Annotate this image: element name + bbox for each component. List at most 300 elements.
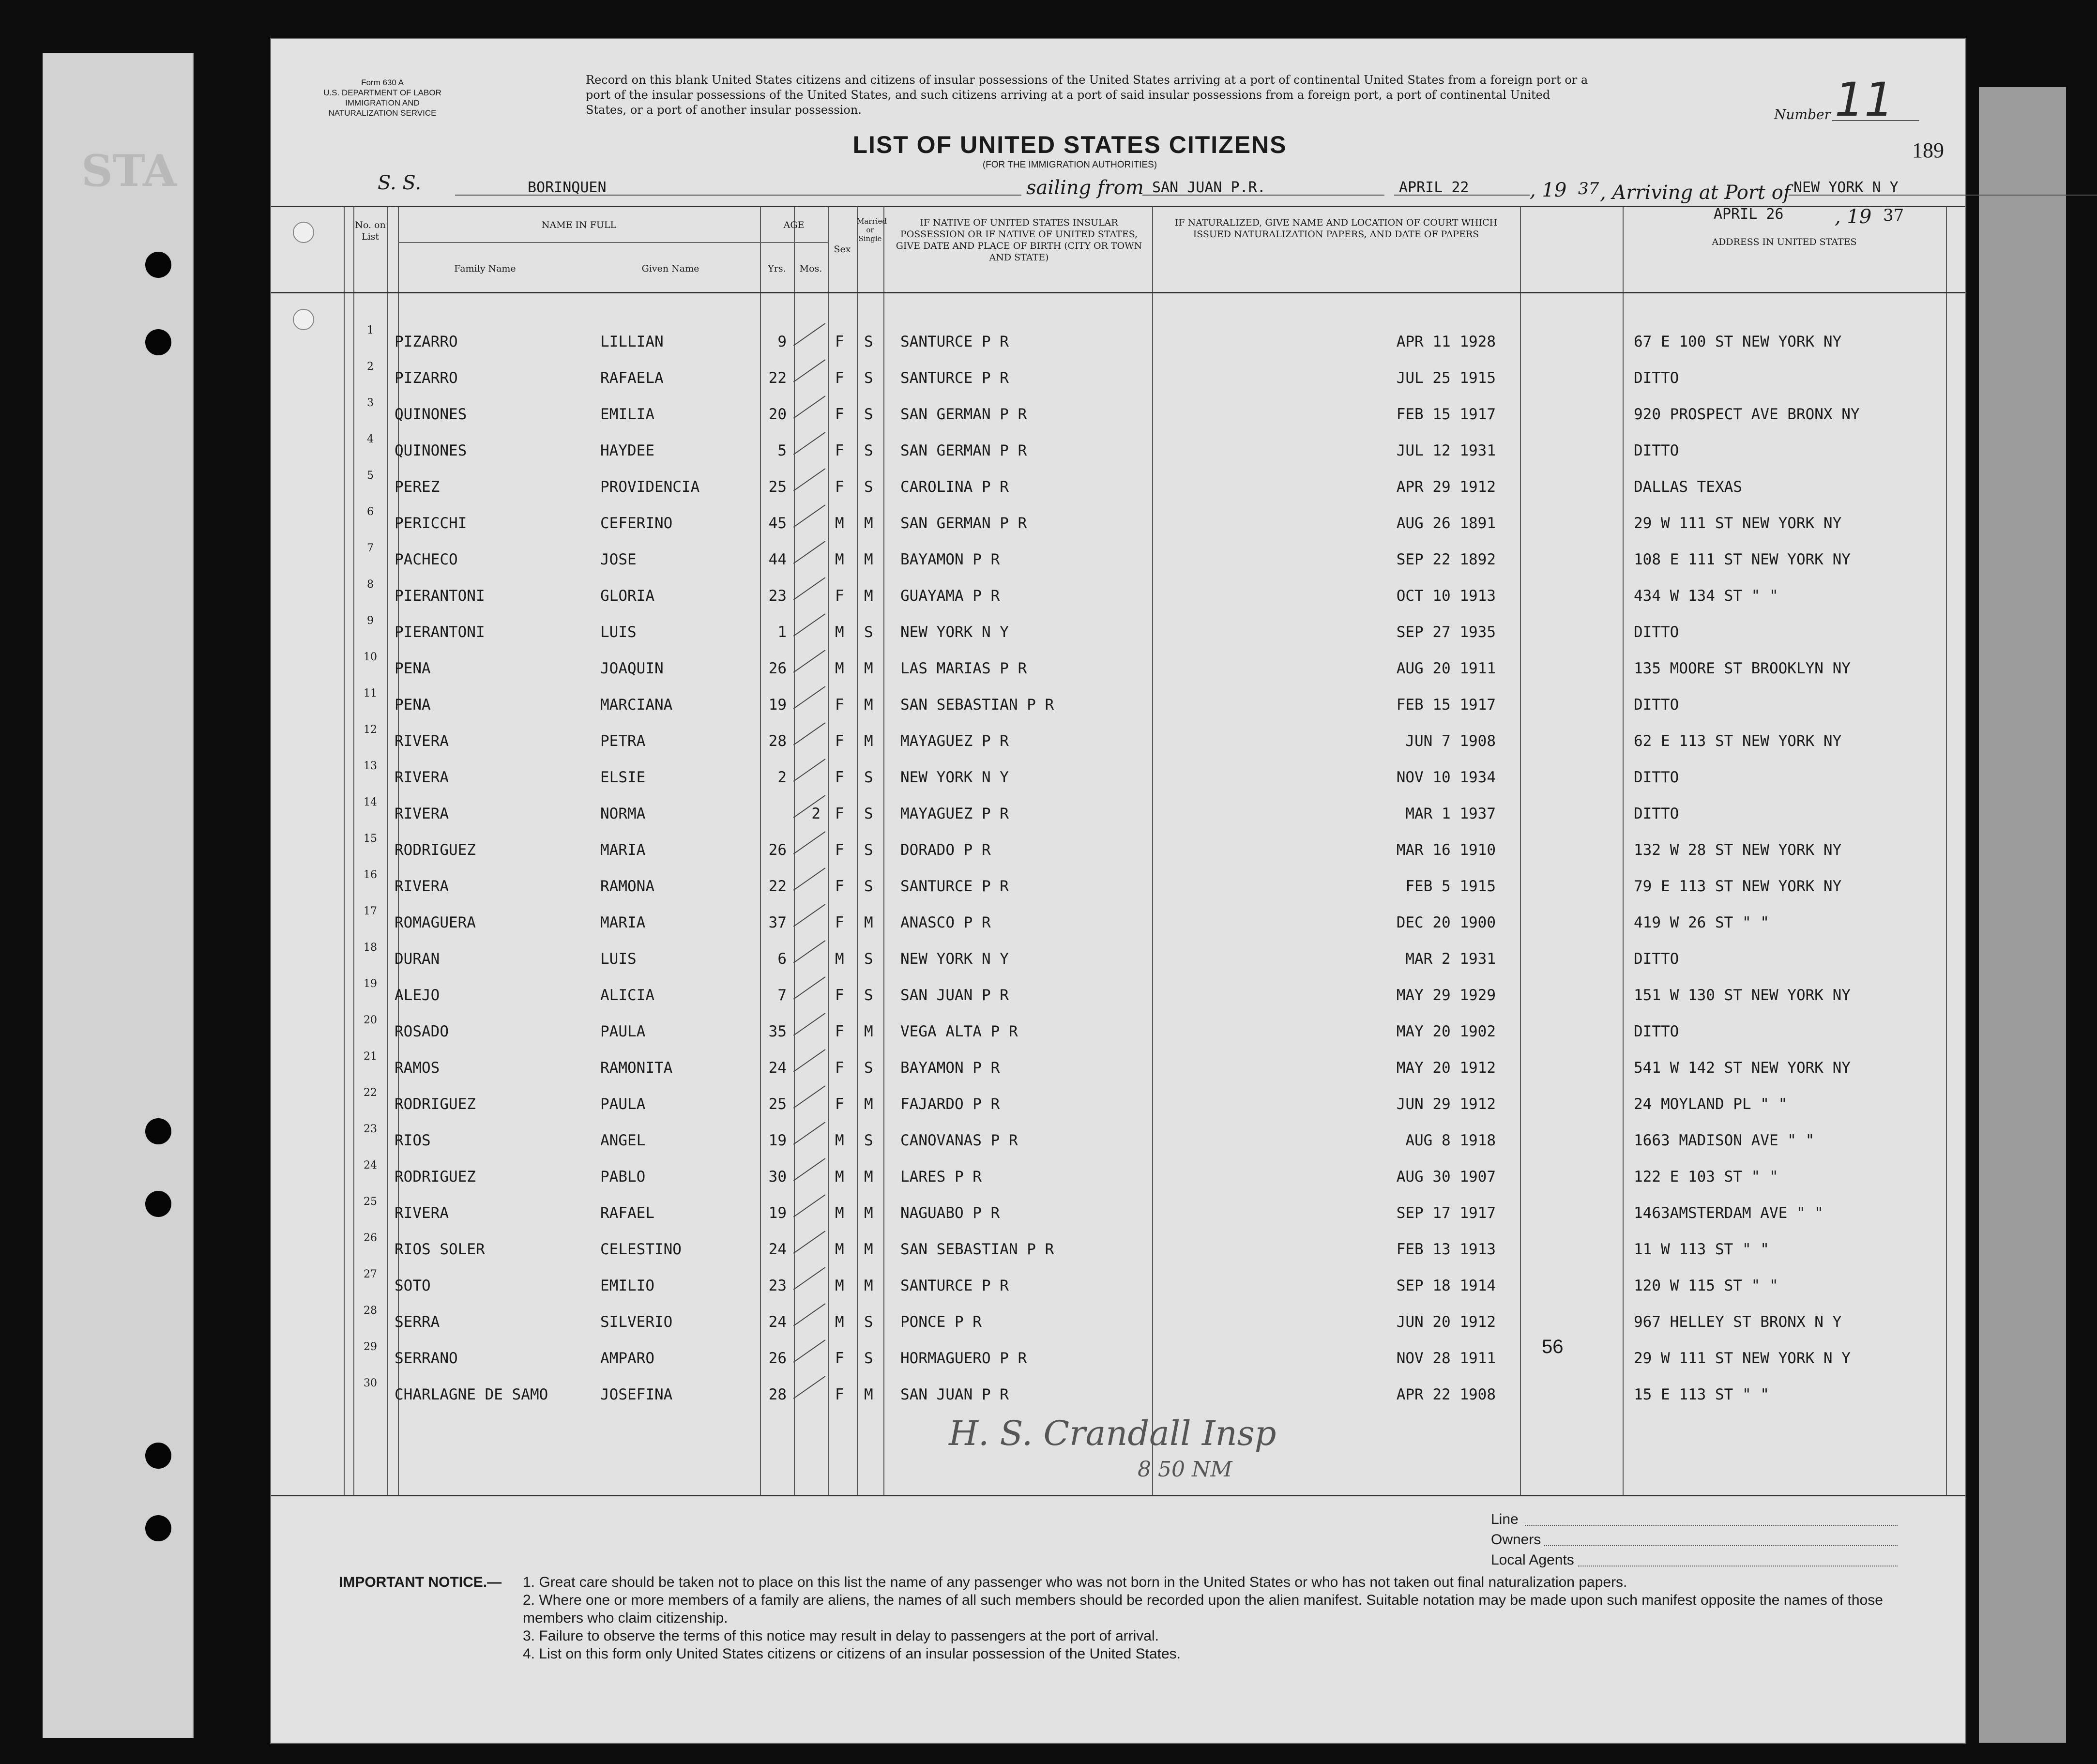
table-row (271, 1014, 1965, 1050)
cell-ms: S (864, 1350, 873, 1367)
header-family-name: Family Name (454, 263, 516, 274)
row-number: 1 (367, 324, 374, 336)
cell-given: RAFAEL (600, 1204, 654, 1222)
cell-date: JUN 20 1912 (1396, 1313, 1496, 1331)
cell-family: SERRA (395, 1313, 440, 1331)
cell-yrs: 45 (768, 515, 787, 532)
cell-date: FEB 5 1915 (1405, 878, 1496, 895)
cell-place: SAN GERMAN P R (900, 406, 1027, 423)
header-married-single: Married or Single (857, 217, 887, 243)
cell-date: NOV 10 1934 (1396, 769, 1496, 786)
cell-ms: S (864, 1132, 873, 1149)
cell-yrs: 22 (768, 878, 787, 895)
age-tick-mark (793, 323, 826, 346)
margin-circle (293, 309, 314, 330)
cell-given: EMILIO (600, 1277, 654, 1294)
age-tick-mark (793, 613, 826, 637)
cell-ms: S (864, 841, 873, 859)
cell-date: JUN 29 1912 (1396, 1095, 1496, 1113)
age-tick-mark (793, 1122, 826, 1145)
cell-sex: F (835, 878, 844, 895)
table-row (271, 361, 1965, 397)
cell-place: GUAYAMA P R (900, 587, 1000, 605)
cell-sex: M (835, 950, 844, 968)
table-row (271, 905, 1965, 942)
header-mos: Mos. (799, 263, 822, 274)
cell-yrs: 7 (777, 987, 787, 1004)
cell-ms: S (864, 406, 873, 423)
cell-sex: F (835, 1095, 844, 1113)
age-tick-mark (793, 504, 826, 528)
cell-address: 151 W 130 ST NEW YORK NY (1634, 987, 1851, 1004)
header-yrs: Yrs. (768, 263, 786, 274)
cell-date: AUG 20 1911 (1396, 660, 1496, 677)
table-row (271, 978, 1965, 1014)
cell-given: AMPARO (600, 1350, 654, 1367)
cell-sex: F (835, 369, 844, 387)
cell-family: DURAN (395, 950, 440, 968)
cell-address: 11 W 113 ST " " (1634, 1241, 1769, 1258)
cell-place: LARES P R (900, 1168, 982, 1186)
inspector-signature: H. S. Crandall Insp (949, 1414, 1276, 1453)
strip-faded-text: STA (81, 145, 177, 197)
arrive-year-prefix: , 19 (1835, 206, 1872, 228)
form-info (315, 77, 450, 118)
cell-given: CELESTINO (600, 1241, 682, 1258)
cell-ms: S (864, 1313, 873, 1331)
table-row (271, 1305, 1965, 1341)
cell-address: 419 W 26 ST " " (1634, 914, 1769, 931)
cell-place: LAS MARIAS P R (900, 660, 1027, 677)
cell-yrs: 26 (768, 660, 787, 677)
cell-given: RAMONA (600, 878, 654, 895)
row-number: 27 (364, 1268, 377, 1280)
cell-yrs: 25 (768, 1095, 787, 1113)
cell-sex: F (835, 406, 844, 423)
table-row (271, 578, 1965, 615)
cell-sex: F (835, 696, 844, 714)
cell-family: RIVERA (395, 878, 449, 895)
cell-date: APR 22 1908 (1396, 1386, 1496, 1403)
cell-given: MARIA (600, 914, 646, 931)
cell-family: RIOS SOLER (395, 1241, 485, 1258)
cell-place: DORADO P R (900, 841, 991, 859)
age-tick-mark (793, 577, 826, 600)
cell-sex: M (835, 660, 844, 677)
cell-sex: M (835, 623, 844, 641)
cell-date: APR 29 1912 (1396, 478, 1496, 496)
table-row (271, 433, 1965, 470)
cell-ms: S (864, 878, 873, 895)
cell-sex: F (835, 587, 844, 605)
cell-date: MAR 2 1931 (1405, 950, 1496, 968)
cell-yrs: 24 (768, 1313, 787, 1331)
cell-date: JUN 7 1908 (1405, 732, 1496, 750)
line-label: Line (1491, 1511, 1519, 1527)
cell-ms: S (864, 623, 873, 641)
cell-address: DITTO (1634, 442, 1679, 459)
cell-sex: F (835, 914, 844, 931)
page-title: LIST OF UNITED STATES CITIZENS (852, 131, 1287, 158)
cell-family: ROMAGUERA (395, 914, 476, 931)
row-number: 29 (364, 1341, 377, 1353)
arrival-port: NEW YORK N Y (1793, 179, 1899, 196)
notice-2: 2. Where one or more members of a family are aliens, the names of all such members should be recorded upon the alien manifest. Suitable notation may be made upon such manifest opposite the names of those members who claim citizenship. (523, 1592, 1883, 1626)
cell-given: ALICIA (600, 987, 654, 1004)
cell-ms: S (864, 769, 873, 786)
cell-ms: M (864, 1277, 873, 1294)
notice-1: 1. Great care should be taken not to place on this list the name of any passenger who was not born in the United States or who has not taken out final naturalization papers. (523, 1574, 1627, 1590)
punch-hole (145, 1443, 171, 1469)
page-number: 189 (1912, 138, 1944, 162)
cell-family: RODRIGUEZ (395, 1168, 476, 1186)
cell-address: 108 E 111 ST NEW YORK NY (1634, 551, 1851, 568)
row-number: 8 (367, 578, 374, 591)
age-tick-mark (793, 1376, 826, 1399)
cell-given: MARIA (600, 841, 646, 859)
age-tick-mark (793, 831, 826, 854)
cell-yrs: 23 (768, 587, 787, 605)
header-address: ADDRESS IN UNITED STATES (1712, 237, 1857, 247)
table-row (271, 724, 1965, 760)
cell-address: 62 E 113 ST NEW YORK NY (1634, 732, 1842, 750)
cell-yrs: 19 (768, 696, 787, 714)
table-row (271, 1341, 1965, 1377)
cell-given: PROVIDENCIA (600, 478, 700, 496)
department: U.S. DEPARTMENT OF LABOR (323, 88, 441, 97)
cell-date: MAR 1 1937 (1405, 805, 1496, 822)
cell-given: ANGEL (600, 1132, 646, 1149)
cell-sex: F (835, 1059, 844, 1077)
notice-4: 4. List on this form only United States citizens or citizens of an insular possession of the United States. (523, 1646, 1181, 1662)
cell-family: RIVERA (395, 769, 449, 786)
cell-family: QUINONES (395, 442, 467, 459)
form-number: Form 630 A (361, 78, 404, 87)
cell-ms: M (864, 551, 873, 568)
cell-sex: M (835, 1204, 844, 1222)
row-number: 12 (364, 724, 377, 736)
cell-yrs: 23 (768, 1277, 787, 1294)
cell-date: MAR 16 1910 (1396, 841, 1496, 859)
cell-place: CAROLINA P R (900, 478, 1009, 496)
cell-address: DALLAS TEXAS (1634, 478, 1742, 496)
age-tick-mark (793, 650, 826, 673)
cell-sex: F (835, 805, 844, 822)
depart-date: APRIL 22 (1399, 179, 1469, 196)
row-number: 9 (367, 615, 374, 627)
cell-given: PAULA (600, 1023, 646, 1040)
table-row (271, 1123, 1965, 1159)
age-tick-mark (793, 1267, 826, 1290)
cell-sex: M (835, 1313, 844, 1331)
cell-address: 1463AMSTERDAM AVE " " (1634, 1204, 1823, 1222)
cell-ms: M (864, 515, 873, 532)
cell-family: ALEJO (395, 987, 440, 1004)
cell-yrs: 35 (768, 1023, 787, 1040)
cell-sex: F (835, 769, 844, 786)
cell-ms: M (864, 1204, 873, 1222)
row-number: 25 (364, 1196, 377, 1208)
age-tick-mark (793, 395, 826, 419)
age-tick-mark (793, 541, 826, 564)
header-no-on-list: No. on List (355, 220, 386, 242)
cell-address: DITTO (1634, 805, 1679, 822)
cell-yrs: 20 (768, 406, 787, 423)
binder-strip (43, 53, 194, 1738)
cell-date: FEB 15 1917 (1396, 696, 1496, 714)
table-row (271, 1268, 1965, 1305)
cell-address: 135 MOORE ST BROOKLYN NY (1634, 660, 1851, 677)
cell-date: AUG 26 1891 (1396, 515, 1496, 532)
cell-place: ANASCO P R (900, 914, 991, 931)
cell-given: JOSE (600, 551, 637, 568)
page-subtitle: (FOR THE IMMIGRATION AUTHORITIES) (982, 160, 1157, 170)
row-number: 18 (364, 942, 377, 954)
header-given-name: Given Name (641, 263, 699, 274)
cell-ms: M (864, 587, 873, 605)
cell-address: 920 PROSPECT AVE BRONX NY (1634, 406, 1860, 423)
cell-given: PABLO (600, 1168, 646, 1186)
cell-place: SANTURCE P R (900, 878, 1009, 895)
cell-sex: M (835, 515, 844, 532)
cell-yrs: 26 (768, 841, 787, 859)
cell-date: DEC 20 1900 (1396, 914, 1496, 931)
owners-label: Owners (1491, 1532, 1541, 1548)
cell-date: APR 11 1928 (1396, 333, 1496, 350)
cell-family: PACHECO (395, 551, 458, 568)
cell-mos: 2 (811, 805, 821, 822)
cell-place: SANTURCE P R (900, 369, 1009, 387)
cell-address: 132 W 28 ST NEW YORK NY (1634, 841, 1842, 859)
cell-place: MAYAGUEZ P R (900, 805, 1009, 822)
cell-address: 29 W 111 ST NEW YORK NY (1634, 515, 1842, 532)
cell-address: DITTO (1634, 369, 1679, 387)
cell-date: JUL 12 1931 (1396, 442, 1496, 459)
cell-place: PONCE P R (900, 1313, 982, 1331)
cell-ms: S (864, 950, 873, 968)
cell-ms: M (864, 696, 873, 714)
cell-date: JUL 25 1915 (1396, 369, 1496, 387)
age-tick-mark (793, 359, 826, 382)
cell-place: NEW YORK N Y (900, 769, 1009, 786)
age-tick-mark (793, 976, 826, 1000)
cell-place: BAYAMON P R (900, 1059, 1000, 1077)
cell-date: NOV 28 1911 (1396, 1350, 1496, 1367)
row-number: 16 (364, 869, 377, 881)
arrive-date: APRIL 26 (1714, 206, 1784, 223)
row-number: 22 (364, 1087, 377, 1099)
notice-label: IMPORTANT NOTICE.— (339, 1574, 502, 1590)
cell-place: SANTURCE P R (900, 1277, 1009, 1294)
cell-sex: F (835, 732, 844, 750)
cell-family: PIERANTONI (395, 623, 485, 641)
age-tick-mark (793, 1303, 826, 1326)
age-tick-mark (793, 1158, 826, 1181)
cell-address: DITTO (1634, 950, 1679, 968)
cell-place: SAN JUAN P R (900, 987, 1009, 1004)
punch-hole (145, 1191, 171, 1217)
cell-family: RODRIGUEZ (395, 1095, 476, 1113)
cell-address: 1663 MADISON AVE " " (1634, 1132, 1815, 1149)
cell-yrs: 30 (768, 1168, 787, 1186)
cell-yrs: 6 (777, 950, 787, 968)
cell-family: RIOS (395, 1132, 431, 1149)
cell-family: PIZARRO (395, 333, 458, 350)
depart-year: 37 (1578, 179, 1599, 198)
ship-name: BORINQUEN (528, 179, 607, 196)
cell-sex: M (835, 1241, 844, 1258)
cell-family: QUINONES (395, 406, 467, 423)
cell-address: 541 W 142 ST NEW YORK NY (1634, 1059, 1851, 1077)
age-tick-mark (793, 1085, 826, 1109)
cell-yrs: 19 (768, 1204, 787, 1222)
cell-sex: F (835, 841, 844, 859)
cell-family: SOTO (395, 1277, 431, 1294)
cell-place: NEW YORK N Y (900, 950, 1009, 968)
cell-address: 67 E 100 ST NEW YORK NY (1634, 333, 1842, 350)
age-tick-mark (793, 468, 826, 491)
row-number: 15 (364, 833, 377, 845)
cell-yrs: 22 (768, 369, 787, 387)
cell-place: SAN GERMAN P R (900, 515, 1027, 532)
cell-family: RIVERA (395, 732, 449, 750)
cell-place: NAGUABO P R (900, 1204, 1000, 1222)
age-tick-mark (793, 722, 826, 745)
cell-sex: M (835, 551, 844, 568)
cell-given: LUIS (600, 623, 637, 641)
margin-circle (293, 222, 314, 243)
cell-family: PENA (395, 660, 431, 677)
cell-given: JOSEFINA (600, 1386, 673, 1403)
row-number: 10 (364, 651, 377, 663)
cell-given: PAULA (600, 1095, 646, 1113)
cell-ms: S (864, 442, 873, 459)
cell-ms: S (864, 333, 873, 350)
cell-yrs: 1 (777, 623, 787, 641)
ss-label: S. S. (378, 172, 422, 194)
cell-ms: M (864, 1386, 873, 1403)
cell-place: SAN GERMAN P R (900, 442, 1027, 459)
arrive-year: 37 (1883, 206, 1904, 225)
row-number: 24 (364, 1159, 377, 1171)
cell-place: BAYAMON P R (900, 551, 1000, 568)
cell-address: 120 W 115 ST " " (1634, 1277, 1778, 1294)
cell-given: HAYDEE (600, 442, 654, 459)
cell-address: 15 E 113 ST " " (1634, 1386, 1769, 1403)
cell-yrs: 28 (768, 1386, 787, 1403)
table-row (271, 324, 1965, 361)
cell-date: SEP 27 1935 (1396, 623, 1496, 641)
cell-given: RAFAELA (600, 369, 664, 387)
signature-note: 8 50 NM (1138, 1457, 1232, 1482)
cell-given: MARCIANA (600, 696, 673, 714)
cell-family: RIVERA (395, 1204, 449, 1222)
cell-date: SEP 22 1892 (1396, 551, 1496, 568)
cell-date: MAY 20 1912 (1396, 1059, 1496, 1077)
cell-address: DITTO (1634, 1023, 1679, 1040)
cell-address: DITTO (1634, 696, 1679, 714)
cell-address: 24 MOYLAND PL " " (1634, 1095, 1788, 1113)
cell-family: ROSADO (395, 1023, 449, 1040)
table-row (271, 942, 1965, 978)
cell-place: FAJARDO P R (900, 1095, 1000, 1113)
punch-hole (145, 329, 171, 355)
cell-date: MAY 29 1929 (1396, 987, 1496, 1004)
cell-given: EMILIA (600, 406, 654, 423)
header-naturalized: IF NATURALIZED, GIVE NAME AND LOCATION OF COURT WHICH ISSUED NATURALIZATION PAPERS, AND DATE OF PAPERS (1174, 217, 1498, 240)
cell-sex: F (835, 1386, 844, 1403)
manifest-page (271, 39, 1965, 1743)
table-row (271, 1377, 1965, 1414)
cell-yrs: 24 (768, 1059, 787, 1077)
table-row (271, 397, 1965, 433)
cell-family: CHARLAGNE DE SAMO (395, 1386, 548, 1403)
row-number: 11 (364, 687, 377, 700)
cell-ms: M (864, 1023, 873, 1040)
table-row (271, 506, 1965, 542)
cell-ms: M (864, 1095, 873, 1113)
cell-sex: F (835, 987, 844, 1004)
row-number: 23 (364, 1123, 377, 1135)
sailing-from: SAN JUAN P.R. (1152, 179, 1266, 196)
cell-sex: F (835, 1023, 844, 1040)
cell-family: PEREZ (395, 478, 440, 496)
notice-3: 3. Failure to observe the terms of this notice may result in delay to passengers at the port of arrival. (523, 1628, 1159, 1644)
cell-date: OCT 10 1913 (1396, 587, 1496, 605)
table-row (271, 542, 1965, 578)
cell-place: MAYAGUEZ P R (900, 732, 1009, 750)
record-note: Record on this blank United States citizens and citizens of insular possessions of the United States arriving at a port of continental United States from a foreign port or a port of the insular possessions of the United States, and such citizens arriving at a port of said insular possessions from a foreign port, a port of continental United States, or a port of another insular possession. (586, 73, 1588, 117)
right-page-edge (1979, 87, 2066, 1743)
age-tick-mark (793, 904, 826, 927)
row-number: 5 (367, 470, 374, 482)
cell-ms: M (864, 1241, 873, 1258)
cell-date: MAY 20 1902 (1396, 1023, 1496, 1040)
row-number: 20 (364, 1014, 377, 1026)
cell-address: 967 HELLEY ST BRONX N Y (1634, 1313, 1842, 1331)
cell-family: RIVERA (395, 805, 449, 822)
service-line2: NATURALIZATION SERVICE (328, 108, 437, 118)
age-tick-mark (793, 1049, 826, 1072)
cell-yrs: 19 (768, 1132, 787, 1149)
cell-family: PERICCHI (395, 515, 467, 532)
row-number: 6 (367, 506, 374, 518)
age-tick-mark (793, 867, 826, 891)
row-number: 19 (364, 978, 377, 990)
table-row (271, 1050, 1965, 1087)
cell-address: 122 E 103 ST " " (1634, 1168, 1778, 1186)
cell-given: LILLIAN (600, 333, 664, 350)
service-line1: IMMIGRATION AND (345, 98, 420, 107)
row-number: 30 (364, 1377, 377, 1389)
cell-given: ELSIE (600, 769, 646, 786)
cell-yrs: 24 (768, 1241, 787, 1258)
number-label: Number (1774, 106, 1831, 122)
punch-hole (145, 1118, 171, 1144)
cell-given: NORMA (600, 805, 646, 822)
cell-date: FEB 13 1913 (1396, 1241, 1496, 1258)
age-tick-mark (793, 1339, 826, 1363)
cell-yrs: 26 (768, 1350, 787, 1367)
cell-address: DITTO (1634, 623, 1679, 641)
row-number: 2 (367, 361, 374, 373)
cell-place: SANTURCE P R (900, 333, 1009, 350)
cell-ms: S (864, 369, 873, 387)
cell-given: RAMONITA (600, 1059, 673, 1077)
age-tick-mark (793, 686, 826, 709)
header-birth: IF NATIVE OF UNITED STATES INSULAR POSSESSION OR IF NATIVE OF UNITED STATES, GIVE DATE AND PLACE OF BIRTH (CITY OR TOWN AND STATE) (896, 217, 1142, 263)
local-agents-label: Local Agents (1491, 1552, 1574, 1568)
